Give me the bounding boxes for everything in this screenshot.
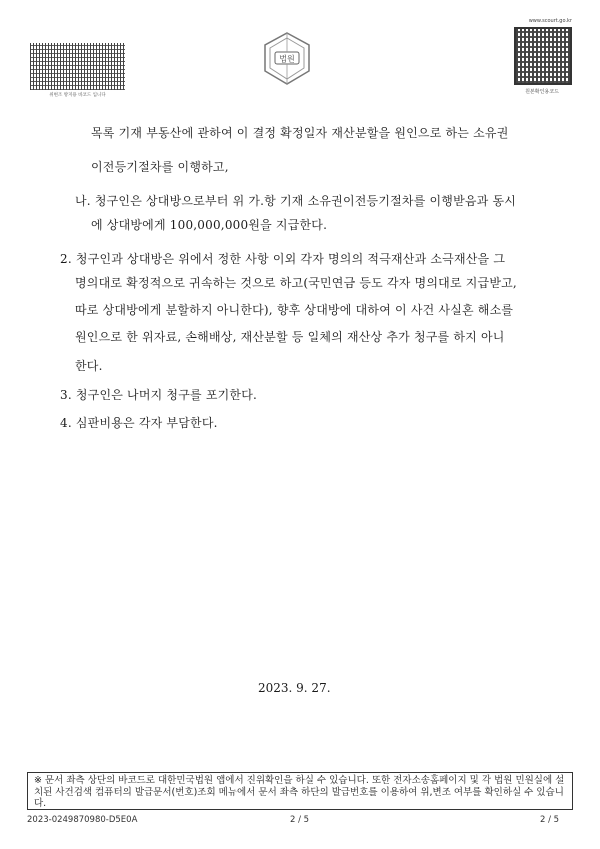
- qr-caption: 원본확인용코드: [525, 89, 559, 95]
- body-line: 3. 청구인은 나머지 청구를 포기한다.: [60, 388, 258, 402]
- decision-date: 2023. 9. 27.: [258, 681, 331, 695]
- barcode-caption: 위변조 방지용 바코드 입니다: [49, 93, 106, 98]
- body-line: 따로 상대방에게 분할하지 아니한다), 향후 상대방에 대하여 이 사건 사실혼 해소를: [75, 303, 514, 317]
- body-line: 4. 심판비용은 각자 부담한다.: [60, 416, 218, 430]
- court-url: www.scourt.go.kr: [528, 18, 572, 24]
- authentication-barcode: [30, 43, 125, 90]
- body-line: 이전등기절차를 이행하고,: [91, 160, 229, 174]
- issue-number: 2023-0249870980-D5E0A: [27, 815, 138, 825]
- verification-notice: ※ 문서 좌측 상단의 바코드로 대한민국법원 앱에서 진위확인을 하실 수 있습니다. 또한 전자소송홈페이지 및 각 법원 민원실에 설치된 사건검색 컴퓨터의 발급문서(번호)조회 메뉴에서 문서 좌측 하단의 발급번호를 이용하여 위,변조 여부를 확인하실 수 있습니다.: [27, 772, 573, 810]
- page-number: 2 / 5: [290, 815, 310, 825]
- body-line: 목록 기재 부동산에 관하여 이 결정 확정일자 재산분할을 원인으로 하는 소유권: [91, 126, 509, 140]
- body-line: 원인으로 한 위자료, 손해배상, 재산분할 등 일체의 재산상 추가 청구를 하지 아니: [75, 330, 505, 344]
- body-line: 에 상대방에게 100,000,000원을 지급한다.: [91, 218, 328, 232]
- body-line: 한다.: [75, 359, 103, 373]
- emblem-label: 법원: [279, 54, 295, 64]
- page-number-right: 2 / 5: [540, 815, 560, 825]
- body-line: 명의대로 확정적으로 귀속하는 것으로 하고(국민연금 등도 각자 명의대로 지급받고,: [75, 276, 517, 290]
- court-emblem-icon: [258, 30, 316, 88]
- body-line: 나. 청구인은 상대방으로부터 위 가.항 기재 소유권이전등기절차를 이행받음과 동시: [75, 194, 517, 208]
- body-line: 2. 청구인과 상대방은 위에서 정한 사항 이외 각자 명의의 적극재산과 소극재산을 그: [60, 252, 506, 266]
- verification-qr-code: [514, 27, 572, 85]
